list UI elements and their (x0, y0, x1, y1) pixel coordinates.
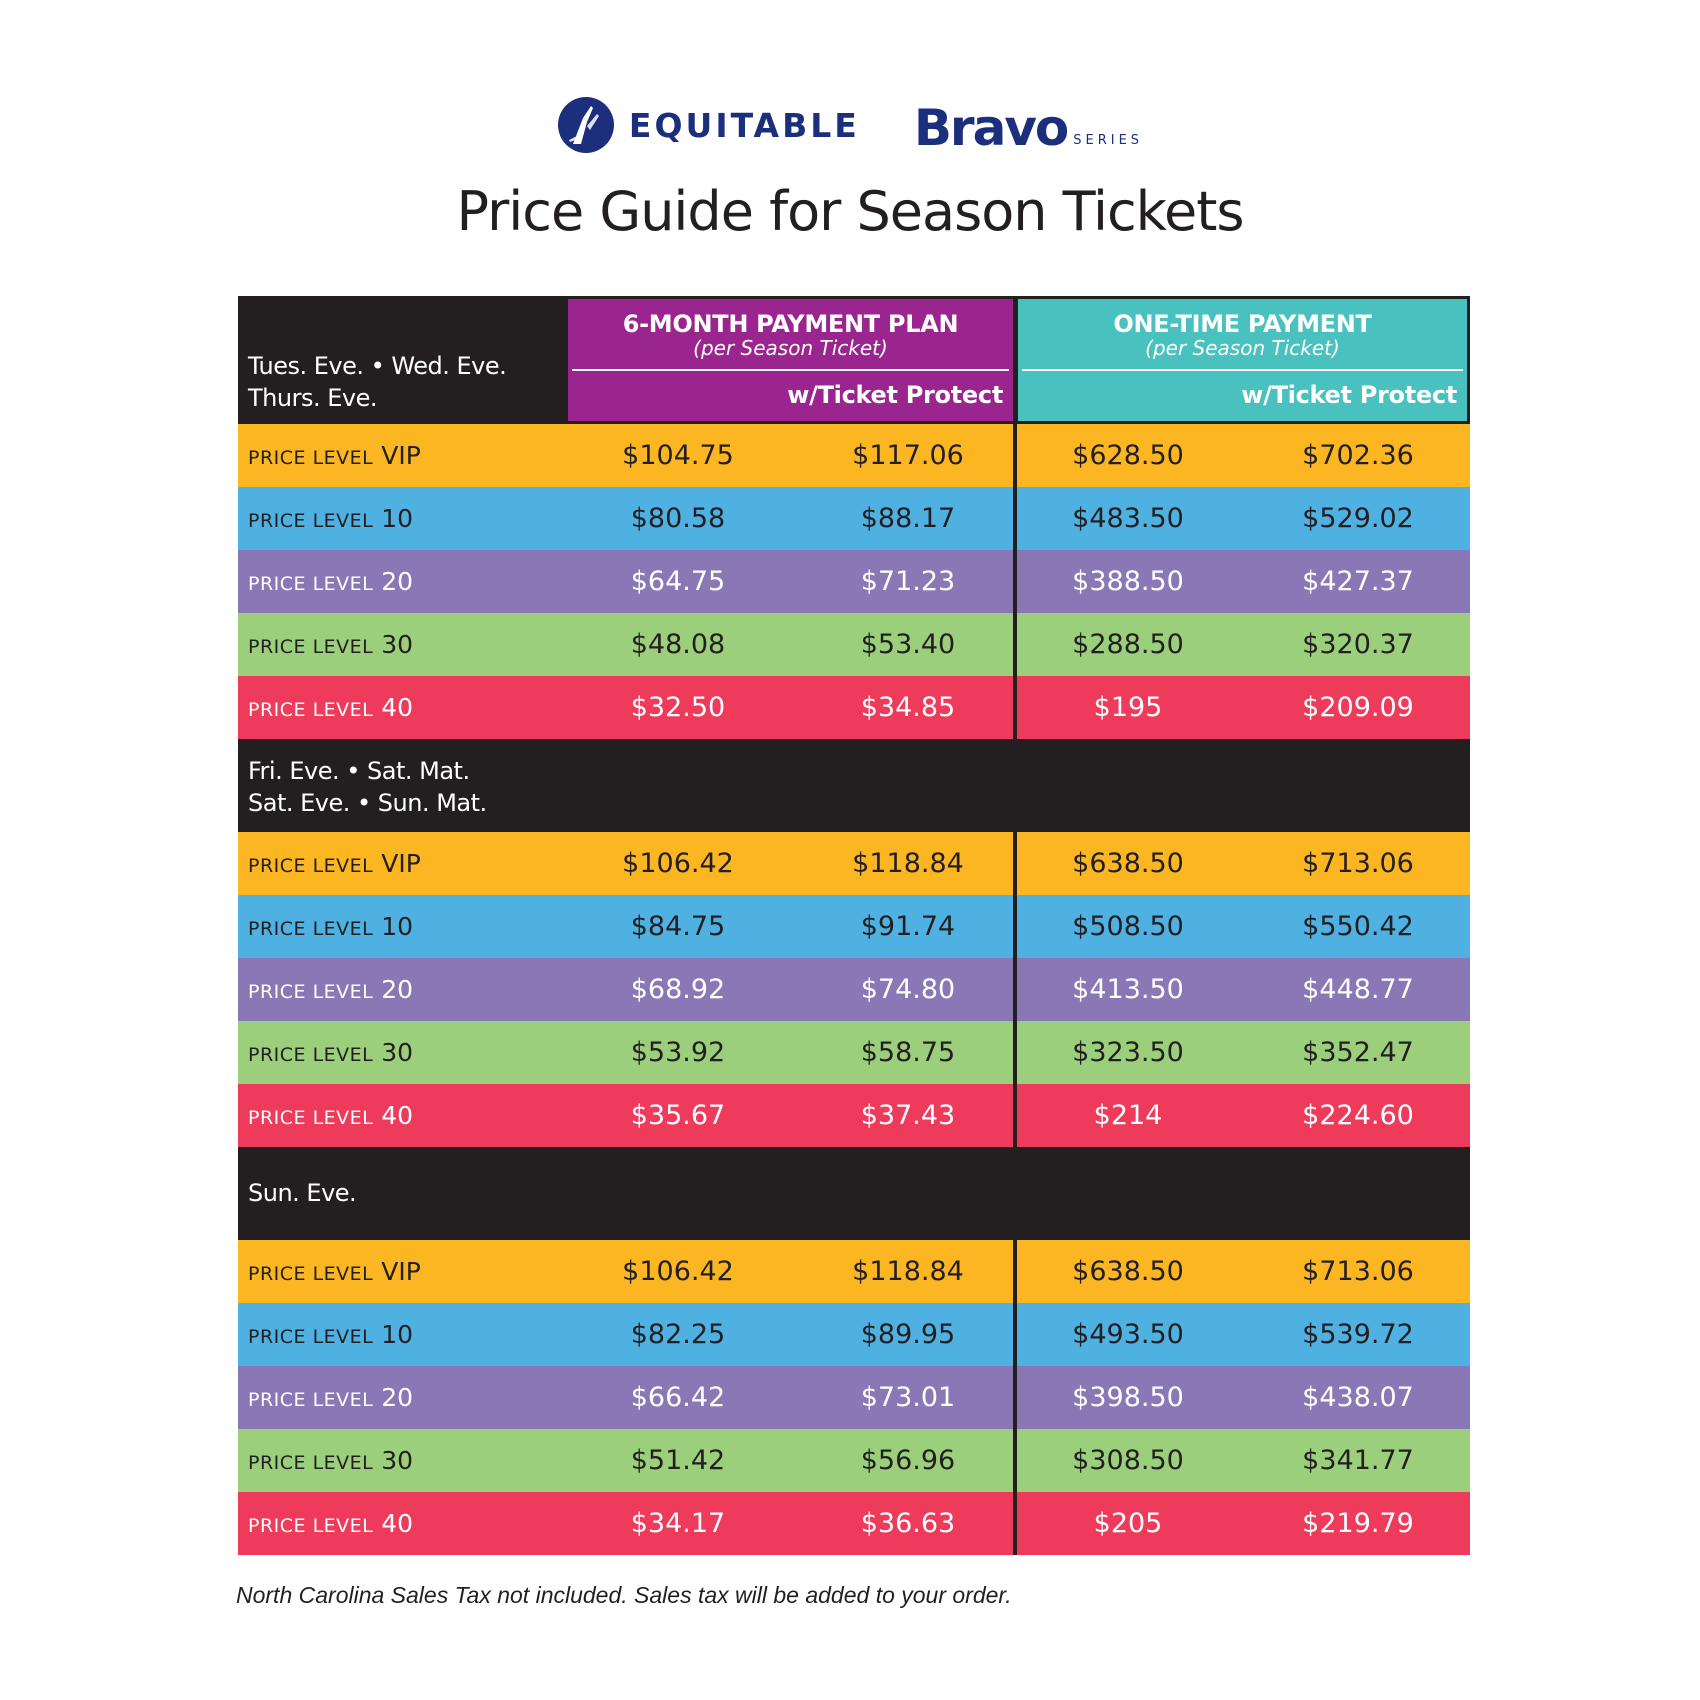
price-level-value: 10 (381, 912, 414, 941)
monthly-price: $80.58 (630, 503, 726, 534)
monthly-protect-price: $34.85 (860, 692, 956, 723)
price-level-prefix: PRICE LEVEL (248, 918, 374, 940)
days-line-2: Thurs. Eve. (248, 384, 377, 412)
price-level-prefix: PRICE LEVEL (248, 1389, 374, 1411)
onetime-protect-price: $702.36 (1302, 440, 1414, 471)
onetime-price: $388.50 (1072, 566, 1184, 597)
price-level-label (248, 1303, 413, 1366)
days-line-1: Fri. Eve. • Sat. Mat. (248, 757, 470, 785)
price-level-value: 40 (381, 1101, 414, 1130)
table-body (238, 424, 1470, 1555)
onetime-price: $493.50 (1072, 1319, 1184, 1350)
table-row (238, 613, 1470, 676)
price-level-label (248, 895, 413, 958)
onetime-protect-price: $539.72 (1302, 1319, 1414, 1350)
price-level-value: 30 (381, 1038, 414, 1067)
price-level-prefix: PRICE LEVEL (248, 1263, 374, 1285)
price-level-value: 10 (381, 1320, 414, 1349)
column-divider (1013, 958, 1017, 1021)
price-level-value: VIP (381, 849, 421, 878)
price-level-label (248, 550, 413, 613)
onetime-protect-price: $713.06 (1302, 848, 1414, 879)
price-level-prefix: PRICE LEVEL (248, 981, 374, 1003)
monthly-protect-price: $58.75 (860, 1037, 956, 1068)
monthly-protect-price: $53.40 (860, 629, 956, 660)
series-suffix: SERIES (1073, 133, 1144, 148)
monthly-price: $64.75 (630, 566, 726, 597)
price-level-value: 20 (381, 1383, 414, 1412)
price-level-label (248, 958, 413, 1021)
onetime-protect-price: $352.47 (1302, 1037, 1414, 1068)
section-days-label (248, 1177, 356, 1209)
column-divider (1013, 613, 1017, 676)
monthly-protect-price: $91.74 (860, 911, 956, 942)
days-line-1: Sun. Eve. (248, 1179, 357, 1207)
price-level-prefix: PRICE LEVEL (248, 1515, 374, 1537)
price-level-prefix: PRICE LEVEL (248, 855, 374, 877)
price-level-value: 10 (381, 504, 414, 533)
onetime-price: $413.50 (1072, 974, 1184, 1005)
table-row (238, 1303, 1470, 1366)
monthly-protect-price: $56.96 (860, 1445, 956, 1476)
monthly-protect-price: $37.43 (860, 1100, 956, 1131)
onetime-price: $638.50 (1072, 1256, 1184, 1287)
price-level-prefix: PRICE LEVEL (248, 636, 374, 658)
onetime-price: $214 (1093, 1100, 1163, 1131)
column-divider (1013, 676, 1017, 739)
price-table (238, 296, 1470, 1555)
monthly-price: $48.08 (630, 629, 726, 660)
onetime-protect-price: $341.77 (1302, 1445, 1414, 1476)
onetime-protect-price: $219.79 (1302, 1508, 1414, 1539)
onetime-protect-price: $224.60 (1302, 1100, 1414, 1131)
column-divider (1013, 1303, 1017, 1366)
days-line-2: Sat. Eve. • Sun. Mat. (248, 789, 487, 817)
table-row (238, 958, 1470, 1021)
monthly-price: $106.42 (622, 1256, 734, 1287)
column-divider (1013, 1240, 1017, 1303)
table-row (238, 1492, 1470, 1555)
monthly-protect-price: $71.23 (860, 566, 956, 597)
monthly-price: $32.50 (630, 692, 726, 723)
price-level-prefix: PRICE LEVEL (248, 1044, 374, 1066)
table-row (238, 895, 1470, 958)
table-header (238, 296, 1470, 424)
column-divider (1013, 1021, 1017, 1084)
monthly-price: $84.75 (630, 911, 726, 942)
price-level-label (248, 613, 413, 676)
onetime-protect-price: $438.07 (1302, 1382, 1414, 1413)
price-level-value: 40 (381, 1509, 414, 1538)
monthly-price: $66.42 (630, 1382, 726, 1413)
price-level-label (248, 424, 421, 487)
table-row (238, 424, 1470, 487)
monthly-protect-label: w/Ticket Protect (787, 381, 1003, 409)
column-divider (1013, 1492, 1017, 1555)
header-divider (572, 369, 1009, 371)
equitable-emblem-icon (557, 96, 615, 154)
onetime-price: $398.50 (1072, 1382, 1184, 1413)
price-level-label (248, 1429, 413, 1492)
price-level-label (248, 487, 413, 550)
section-days-label (248, 350, 506, 414)
monthly-plan-header (568, 299, 1013, 421)
monthly-protect-price: $73.01 (860, 1382, 956, 1413)
monthly-protect-price: $74.80 (860, 974, 956, 1005)
section-days-label (248, 755, 487, 819)
column-divider (1013, 487, 1017, 550)
price-level-prefix: PRICE LEVEL (248, 699, 374, 721)
column-divider (1013, 895, 1017, 958)
section-header (238, 739, 1470, 832)
onetime-price: $483.50 (1072, 503, 1184, 534)
price-level-prefix: PRICE LEVEL (248, 1326, 374, 1348)
price-level-label (248, 1366, 413, 1429)
days-line-1: Tues. Eve. • Wed. Eve. (248, 352, 507, 380)
price-level-label (248, 832, 421, 895)
monthly-price: $35.67 (630, 1100, 726, 1131)
footnote: North Carolina Sales Tax not included. Sales tax will be added to your order. (236, 1582, 1012, 1608)
onetime-protect-label: w/Ticket Protect (1241, 381, 1457, 409)
price-level-value: 30 (381, 1446, 414, 1475)
price-level-label (248, 1021, 413, 1084)
monthly-protect-price: $89.95 (860, 1319, 956, 1350)
onetime-price: $205 (1093, 1508, 1163, 1539)
column-divider (1013, 1429, 1017, 1492)
price-level-value: 30 (381, 630, 414, 659)
series-name: Bravo (913, 99, 1068, 157)
column-divider (1013, 1366, 1017, 1429)
onetime-plan-title: ONE-TIME PAYMENT (1113, 310, 1372, 338)
monthly-price: $104.75 (622, 440, 734, 471)
price-level-value: 40 (381, 693, 414, 722)
column-divider (1013, 424, 1017, 487)
onetime-price: $628.50 (1072, 440, 1184, 471)
table-row (238, 832, 1470, 895)
monthly-protect-price: $118.84 (852, 848, 964, 879)
column-divider (1013, 832, 1017, 895)
onetime-price: $638.50 (1072, 848, 1184, 879)
table-row (238, 1429, 1470, 1492)
onetime-plan-header (1018, 299, 1467, 421)
price-level-prefix: PRICE LEVEL (248, 447, 374, 469)
price-level-label (248, 1084, 413, 1147)
onetime-protect-price: $427.37 (1302, 566, 1414, 597)
monthly-plan-title: 6-MONTH PAYMENT PLAN (622, 310, 959, 338)
price-level-value: VIP (381, 1257, 421, 1286)
price-level-prefix: PRICE LEVEL (248, 510, 374, 532)
price-level-prefix: PRICE LEVEL (248, 573, 374, 595)
column-divider (1013, 550, 1017, 613)
monthly-price: $53.92 (630, 1037, 726, 1068)
onetime-protect-price: $529.02 (1302, 503, 1414, 534)
onetime-price: $288.50 (1072, 629, 1184, 660)
table-row (238, 487, 1470, 550)
onetime-protect-price: $550.42 (1302, 911, 1414, 942)
logo-row (0, 96, 1700, 157)
onetime-plan-subtitle: (per Season Ticket) (1145, 336, 1340, 360)
monthly-price: $82.25 (630, 1319, 726, 1350)
column-divider (1013, 1084, 1017, 1147)
table-row (238, 1240, 1470, 1303)
table-row (238, 550, 1470, 613)
page-title: Price Guide for Season Tickets (456, 180, 1244, 243)
price-level-value: 20 (381, 975, 414, 1004)
monthly-protect-price: $88.17 (860, 503, 956, 534)
monthly-protect-price: $117.06 (852, 440, 964, 471)
price-level-label (248, 676, 413, 739)
price-level-prefix: PRICE LEVEL (248, 1452, 374, 1474)
monthly-price: $34.17 (630, 1508, 726, 1539)
monthly-price: $51.42 (630, 1445, 726, 1476)
price-level-label (248, 1492, 413, 1555)
onetime-protect-price: $320.37 (1302, 629, 1414, 660)
table-row (238, 676, 1470, 739)
monthly-protect-price: $118.84 (852, 1256, 964, 1287)
monthly-plan-subtitle: (per Season Ticket) (693, 336, 888, 360)
price-level-label (248, 1240, 421, 1303)
monthly-protect-price: $36.63 (860, 1508, 956, 1539)
onetime-protect-price: $713.06 (1302, 1256, 1414, 1287)
equitable-logo (557, 96, 860, 154)
sponsor-wordmark: EQUITABLE (628, 105, 860, 145)
monthly-price: $106.42 (622, 848, 734, 879)
onetime-price: $508.50 (1072, 911, 1184, 942)
table-row (238, 1366, 1470, 1429)
bravo-logo (913, 99, 1144, 157)
price-level-value: VIP (381, 441, 421, 470)
table-row (238, 1084, 1470, 1147)
table-row (238, 1021, 1470, 1084)
section-header (238, 1147, 1470, 1240)
onetime-price: $195 (1093, 692, 1163, 723)
onetime-price: $308.50 (1072, 1445, 1184, 1476)
onetime-price: $323.50 (1072, 1037, 1184, 1068)
header-divider (1022, 369, 1463, 371)
onetime-protect-price: $209.09 (1302, 692, 1414, 723)
onetime-protect-price: $448.77 (1302, 974, 1414, 1005)
price-level-value: 20 (381, 567, 414, 596)
monthly-price: $68.92 (630, 974, 726, 1005)
price-level-prefix: PRICE LEVEL (248, 1107, 374, 1129)
